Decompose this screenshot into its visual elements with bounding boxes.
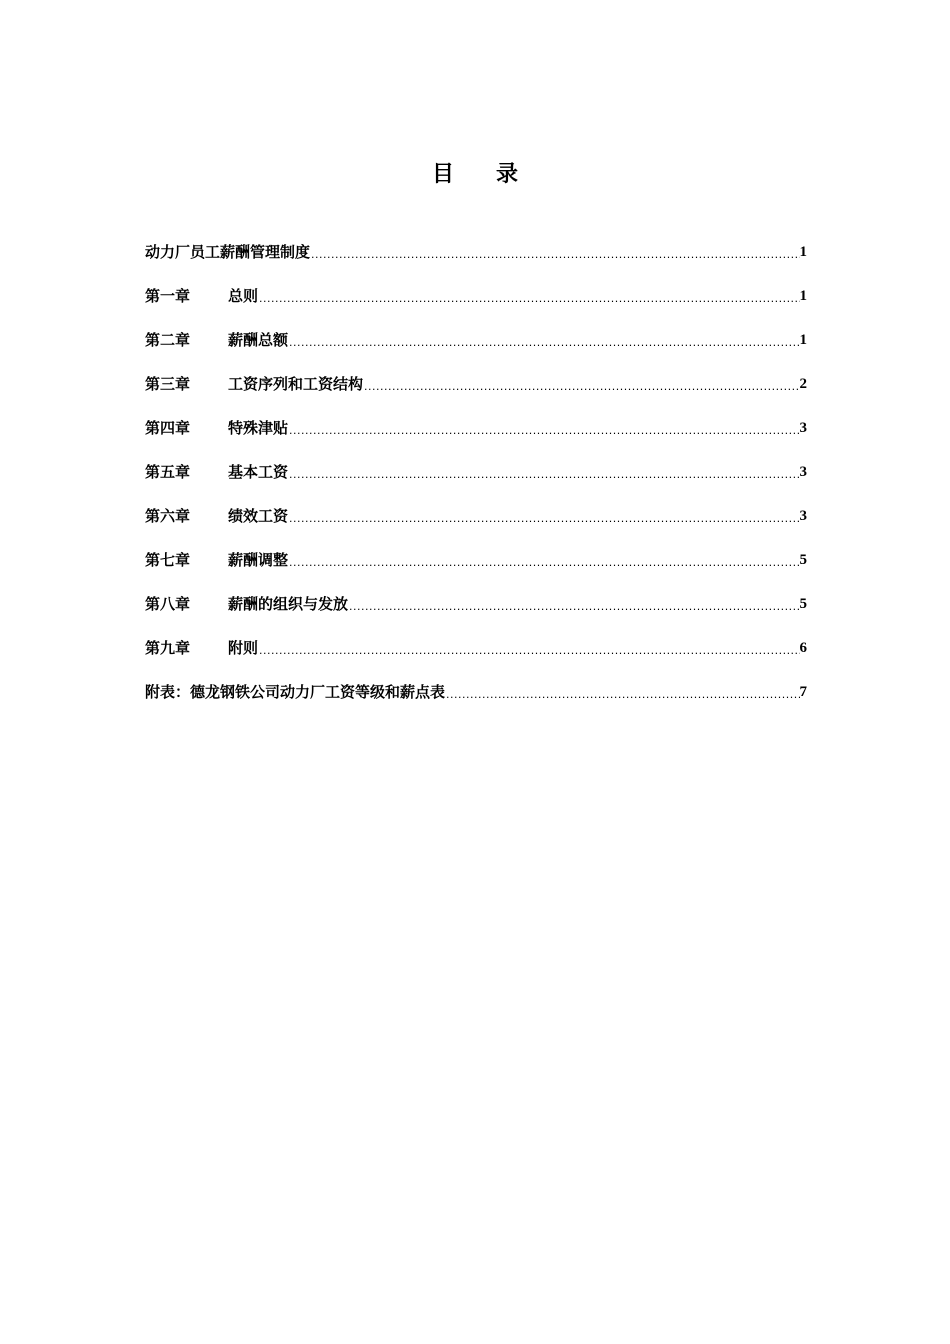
toc-entry-chapter-2[interactable] bbox=[145, 310, 807, 354]
toc-chapter-number: 第三章 bbox=[145, 375, 191, 393]
toc-entry-chapter-7[interactable] bbox=[145, 530, 807, 574]
toc-entry-chapter-8[interactable] bbox=[145, 574, 807, 618]
toc-entry-chapter-6[interactable] bbox=[145, 486, 807, 530]
toc-entry-title: 附则 bbox=[228, 639, 259, 657]
toc-page-number: 2 bbox=[799, 376, 807, 392]
toc-entry-title: 附表：德龙钢铁公司动力厂工资等级和薪点表 bbox=[145, 683, 446, 701]
toc-page-number: 1 bbox=[799, 332, 807, 348]
toc-dot-leader bbox=[288, 464, 799, 486]
toc-chapter-number: 第五章 bbox=[145, 463, 191, 481]
toc-entry-title: 工资序列和工资结构 bbox=[228, 375, 364, 393]
toc-chapter-number: 第七章 bbox=[145, 551, 191, 569]
toc-entry-title: 特殊津贴 bbox=[228, 419, 289, 437]
toc-chapter-number: 第二章 bbox=[145, 331, 191, 349]
toc-dot-leader bbox=[258, 288, 799, 310]
toc-dot-leader bbox=[288, 552, 799, 574]
toc-page-number: 3 bbox=[799, 464, 807, 480]
toc-chapter-number: 第六章 bbox=[145, 507, 191, 525]
toc-dot-leader bbox=[445, 684, 799, 706]
toc-dot-leader bbox=[258, 640, 799, 662]
toc-entry-title: 总则 bbox=[228, 287, 259, 305]
toc-page-number: 6 bbox=[799, 640, 807, 656]
toc-entry-title: 基本工资 bbox=[228, 463, 289, 481]
toc-page-number: 7 bbox=[799, 684, 807, 700]
toc-chapter-number: 第九章 bbox=[145, 639, 191, 657]
toc-page-number: 1 bbox=[799, 288, 807, 304]
toc-page-number: 1 bbox=[799, 244, 807, 260]
toc-dot-leader bbox=[363, 376, 799, 398]
toc-chapter-number: 第一章 bbox=[145, 287, 191, 305]
toc-dot-leader bbox=[288, 332, 799, 354]
toc-title-char-1: 目 bbox=[431, 162, 454, 187]
toc-entry-chapter-5[interactable] bbox=[145, 442, 807, 486]
toc-page-number: 3 bbox=[799, 420, 807, 436]
toc-dot-leader bbox=[288, 420, 799, 442]
toc-entry-appendix[interactable] bbox=[145, 662, 807, 706]
toc-entry-title: 薪酬的组织与发放 bbox=[228, 595, 349, 613]
toc-dot-leader bbox=[348, 596, 799, 618]
toc-title bbox=[0, 160, 950, 190]
toc-entry-title: 绩效工资 bbox=[228, 507, 289, 525]
toc-page-number: 5 bbox=[799, 552, 807, 568]
toc-entry-title: 薪酬调整 bbox=[228, 551, 289, 569]
toc-chapter-number: 第四章 bbox=[145, 419, 191, 437]
toc-title-char-2: 录 bbox=[496, 162, 519, 187]
toc-entry-chapter-3[interactable] bbox=[145, 354, 807, 398]
toc-page-number: 3 bbox=[799, 508, 807, 524]
toc-entry-title: 动力厂员工薪酬管理制度 bbox=[145, 243, 311, 261]
toc-entry-chapter-4[interactable] bbox=[145, 398, 807, 442]
toc-entry-title: 薪酬总额 bbox=[228, 331, 289, 349]
toc-entry-main-title[interactable] bbox=[145, 238, 807, 266]
toc-dot-leader bbox=[288, 508, 799, 530]
toc-entry-chapter-9[interactable] bbox=[145, 618, 807, 662]
toc-page-number: 5 bbox=[799, 596, 807, 612]
toc-chapter-number: 第八章 bbox=[145, 595, 191, 613]
toc-dot-leader bbox=[310, 244, 799, 266]
toc-list bbox=[145, 238, 807, 706]
toc-entry-chapter-1[interactable] bbox=[145, 266, 807, 310]
